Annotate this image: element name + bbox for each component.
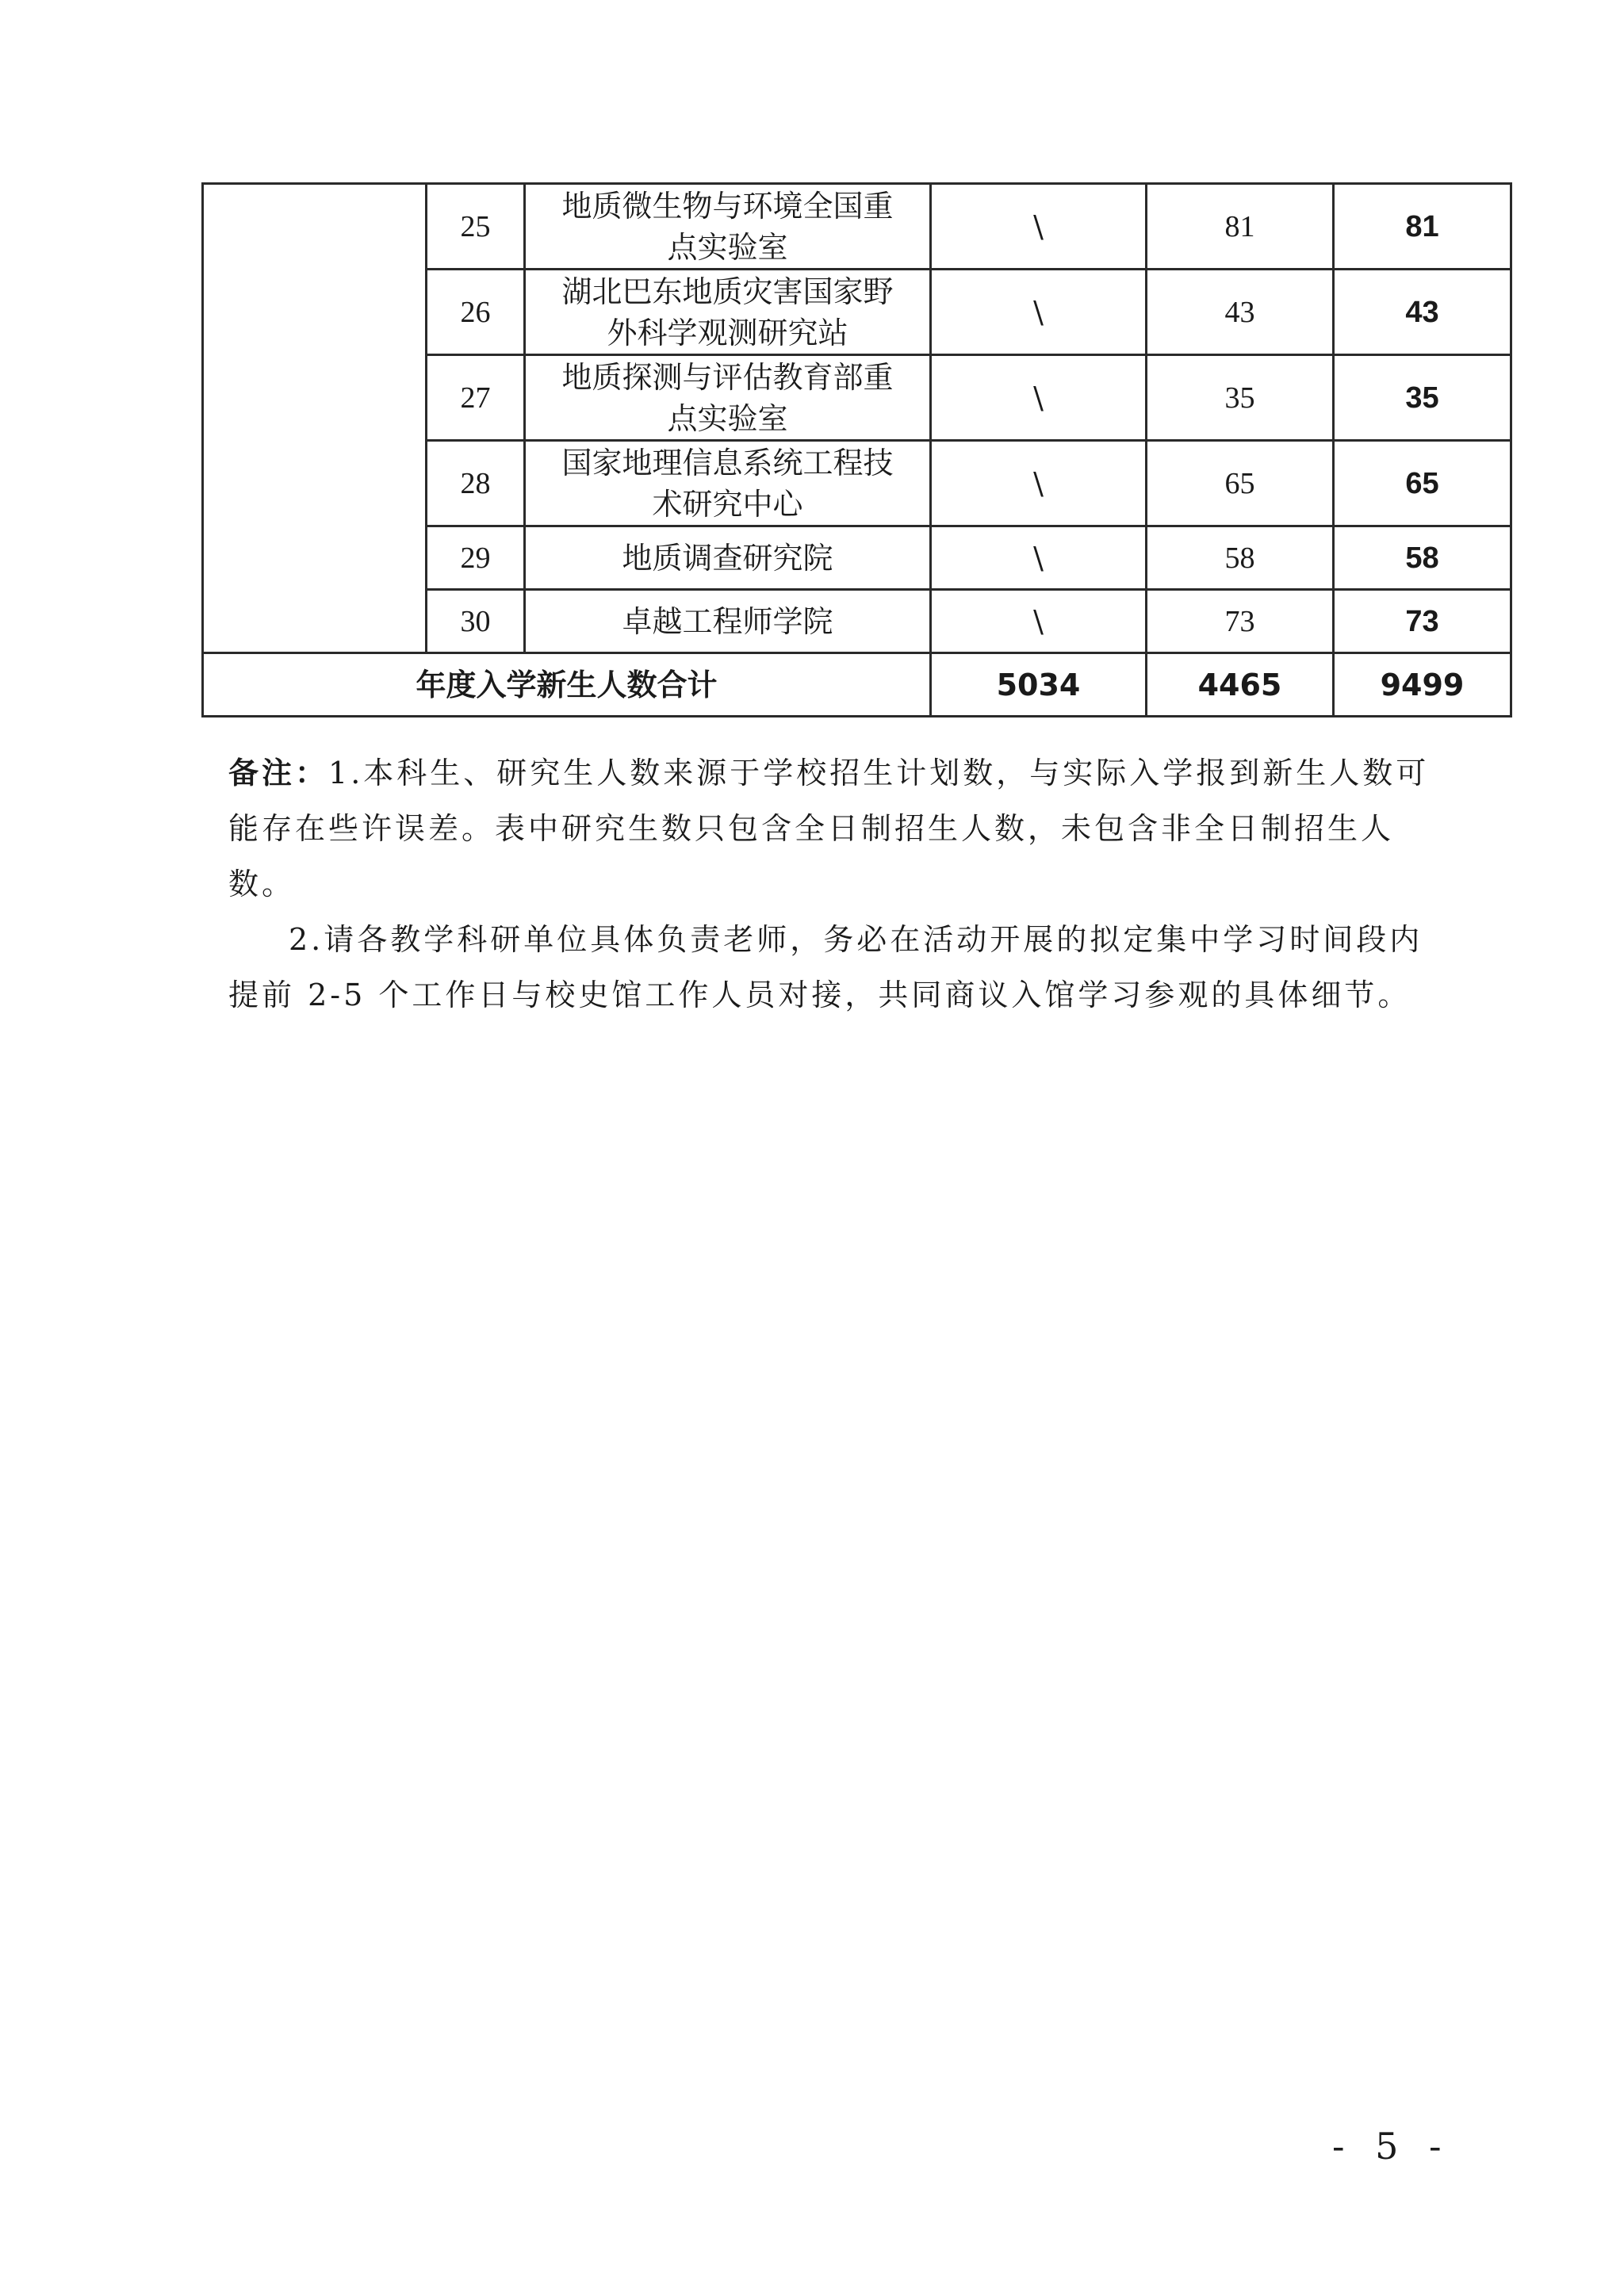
undergrad-count: \ [931, 184, 1147, 270]
unit-name: 地质调查研究院 [525, 526, 931, 590]
undergrad-count: \ [931, 441, 1147, 526]
row-number: 30 [427, 590, 525, 653]
category-cell [203, 184, 427, 653]
total-count: 65 [1334, 441, 1511, 526]
row-number: 28 [427, 441, 525, 526]
row-number: 29 [427, 526, 525, 590]
row-number: 25 [427, 184, 525, 270]
grad-count: 65 [1147, 441, 1334, 526]
row-number: 26 [427, 270, 525, 355]
grad-count: 81 [1147, 184, 1334, 270]
total-count: 58 [1334, 526, 1511, 590]
total-row [203, 653, 1511, 717]
undergrad-count: \ [931, 526, 1147, 590]
unit-name: 国家地理信息系统工程技 术研究中心 [525, 441, 931, 526]
table-row [203, 184, 1511, 270]
unit-name: 卓越工程师学院 [525, 590, 931, 653]
grad-count: 73 [1147, 590, 1334, 653]
grad-count: 43 [1147, 270, 1334, 355]
note-1 [228, 745, 1450, 912]
unit-name: 湖北巴东地质灾害国家野 外科学观测研究站 [525, 270, 931, 355]
total-label: 年度入学新生人数合计 [203, 653, 931, 717]
grad-count: 58 [1147, 526, 1334, 590]
note-1-text: 1.本科生、研究生人数来源于学校招生计划数，与实际入学报到新生人数可能存在些许误差。表中研究生数只包含全日制招生人数，未包含非全日制招生人数。 [228, 756, 1430, 901]
notes-label: 备注： [228, 755, 329, 790]
page-number: - 5 - [1332, 2125, 1451, 2168]
total-count: 35 [1334, 355, 1511, 441]
grad-count: 35 [1147, 355, 1334, 441]
undergrad-count: \ [931, 355, 1147, 441]
total-undergrad: 5034 [931, 653, 1147, 717]
unit-name: 地质探测与评估教育部重 点实验室 [525, 355, 931, 441]
enrollment-table [201, 182, 1512, 718]
row-number: 27 [427, 355, 525, 441]
unit-name: 地质微生物与环境全国重 点实验室 [525, 184, 931, 270]
total-count: 81 [1334, 184, 1511, 270]
notes-section [228, 745, 1450, 1023]
total-grad: 4465 [1147, 653, 1334, 717]
total-count: 73 [1334, 590, 1511, 653]
total-all: 9499 [1334, 653, 1511, 717]
total-count: 43 [1334, 270, 1511, 355]
undergrad-count: \ [931, 270, 1147, 355]
note-2: 2.请各教学科研单位具体负责老师，务必在活动开展的拟定集中学习时间段内提前 2-5 个工作日与校史馆工作人员对接，共同商议入馆学习参观的具体细节。 [228, 922, 1423, 1012]
undergrad-count: \ [931, 590, 1147, 653]
